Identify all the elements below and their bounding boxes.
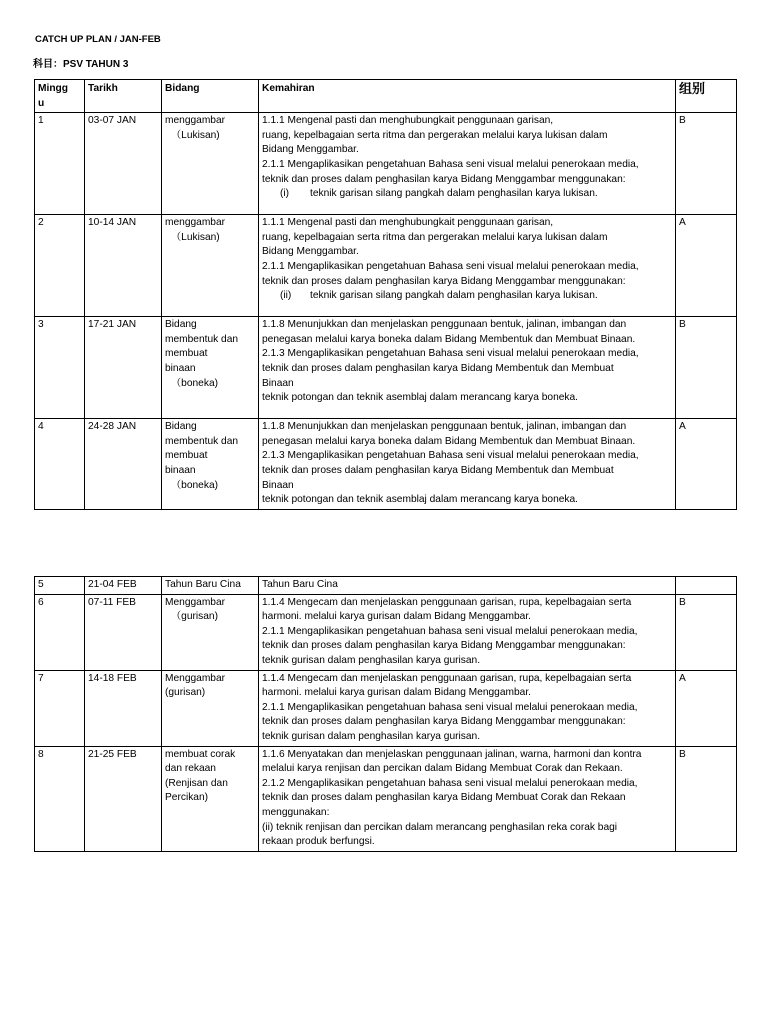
plan-table-feb (34, 576, 737, 852)
cell-kumpulan: A (676, 670, 737, 746)
cell-bidang (162, 577, 259, 595)
cell-minggu: 7 (35, 670, 85, 746)
cell-minggu: 2 (35, 215, 85, 317)
table-row (35, 419, 737, 510)
cell-kumpulan: B (676, 113, 737, 215)
kemahiran-line: 2.1.1 Mengaplikasikan pengetahuan bahasa seni visual melalui penerokaan media, (262, 625, 638, 637)
cell-bidang (162, 419, 259, 510)
cell-kemahiran (259, 670, 676, 746)
subject-label: 科目：PSV TAHUN 3 (33, 59, 129, 70)
bidang-line: Bidang (165, 319, 197, 331)
cell-minggu: 5 (35, 577, 85, 595)
bidang-line: dan rekaan (165, 763, 216, 775)
cell-bidang (162, 746, 259, 851)
kemahiran-item-number: (i) (280, 188, 290, 200)
cell-kemahiran (259, 577, 676, 595)
kemahiran-line: 1.1.1 Mengenal pasti dan menghubungkait penggunaan garisan, (262, 217, 554, 229)
cell-tarikh: 21-04 FEB (85, 577, 162, 595)
header-kumpulan: 组别 (676, 80, 737, 113)
kemahiran-item-text: teknik garisan silang pangkah dalam penghasilan karya lukisan. (310, 188, 598, 200)
kemahiran-line: 2.1.1 Mengaplikasikan pengetahuan Bahasa seni visual melalui penerokaan media, (262, 260, 639, 272)
kemahiran-line: (ii) teknik renjisan dan percikan dalam merancang penghasilan reka corak bagi (262, 821, 618, 833)
bidang-line: （boneka) (171, 377, 219, 389)
kemahiran-item-text: teknik garisan silang pangkah dalam penghasilan karya lukisan. (310, 290, 598, 302)
cell-minggu: 4 (35, 419, 85, 510)
kemahiran-line: 1.1.6 Menyatakan dan menjelaskan penggunaan jalinan, warna, harmoni dan kontra (262, 748, 642, 760)
cell-bidang (162, 670, 259, 746)
bidang-line: Menggambar (165, 596, 226, 608)
kemahiran-list-item (262, 289, 672, 304)
kemahiran-line: Bidang Menggambar. (262, 246, 359, 258)
cell-tarikh: 14-18 FEB (85, 670, 162, 746)
cell-kemahiran (259, 113, 676, 215)
bidang-line: (Renjisan dan (165, 777, 228, 789)
kemahiran-line: melalui karya renjisan dan percikan dalam Bidang Membuat Corak dan Rekaan. (262, 763, 623, 775)
kemahiran-line: teknik potongan dan teknik asemblaj dalam merancang karya boneka. (262, 494, 579, 506)
cell-kemahiran (259, 215, 676, 317)
cell-kumpulan: A (676, 215, 737, 317)
kemahiran-line: 2.1.1 Mengaplikasikan pengetahuan Bahasa seni visual melalui penerokaan media, (262, 158, 639, 170)
kemahiran-line: menggunakan: (262, 806, 330, 818)
kemahiran-line: Tahun Baru Cina (262, 579, 338, 590)
kemahiran-line: teknik gurisan dalam penghasilan karya gurisan. (262, 730, 481, 742)
cell-kemahiran (259, 746, 676, 851)
kemahiran-line: teknik gurisan dalam penghasilan karya gurisan. (262, 654, 481, 666)
table-row (35, 594, 737, 670)
cell-minggu: 8 (35, 746, 85, 851)
kemahiran-line: Bidang Menggambar. (262, 144, 359, 156)
kemahiran-list-item (262, 187, 672, 202)
bidang-line: Percikan) (165, 792, 209, 804)
kemahiran-line: teknik dan proses dalam penghasilan karya Bidang Membentuk dan Membuat (262, 362, 614, 374)
bidang-line: (gurisan) (165, 687, 206, 699)
kemahiran-line: 2.1.1 Mengaplikasikan pengetahuan bahasa seni visual melalui penerokaan media, (262, 701, 638, 713)
kemahiran-line: teknik potongan dan teknik asemblaj dalam merancang karya boneka. (262, 392, 579, 404)
header-tarikh: Tarikh (85, 80, 162, 113)
bidang-line: （Lukisan) (171, 129, 220, 141)
kemahiran-line: 1.1.1 Mengenal pasti dan menghubungkait penggunaan garisan, (262, 115, 554, 127)
cell-kumpulan: B (676, 317, 737, 419)
table-row (35, 670, 737, 746)
header-bidang: Bidang (162, 80, 259, 113)
kemahiran-line: harmoni. melalui karya gurisan dalam Bidang Menggambar. (262, 687, 531, 699)
cell-kumpulan: B (676, 746, 737, 851)
kemahiran-line: harmoni. melalui karya gurisan dalam Bidang Menggambar. (262, 611, 531, 623)
bidang-line: Bidang (165, 421, 197, 433)
kemahiran-line: 1.1.4 Mengecam dan menjelaskan penggunaan garisan, rupa, kepelbagaian serta (262, 596, 632, 608)
table-header-row (35, 80, 737, 113)
kemahiran-line: Binaan (262, 479, 294, 491)
kemahiran-line: teknik dan proses dalam penghasilan karya Bidang Menggambar menggunakan: (262, 716, 626, 728)
table-row (35, 113, 737, 215)
table-row (35, 577, 737, 595)
bidang-line: membentuk dan (165, 435, 239, 447)
cell-kemahiran (259, 317, 676, 419)
kemahiran-line: ruang, kepelbagaian serta ritma dan pergerakan melalui karya lukisan dalam (262, 231, 608, 243)
kemahiran-line: 1.1.4 Mengecam dan menjelaskan penggunaan garisan, rupa, kepelbagaian serta (262, 672, 632, 684)
document-title: CATCH UP PLAN / JAN-FEB (35, 34, 161, 45)
cell-minggu: 6 (35, 594, 85, 670)
kemahiran-line: teknik dan proses dalam penghasilan karya Bidang Menggambar menggunakan: (262, 640, 626, 652)
cell-kumpulan: A (676, 419, 737, 510)
kemahiran-line: teknik dan proses dalam penghasilan karya Bidang Menggambar menggunakan: (262, 173, 626, 185)
cell-bidang (162, 113, 259, 215)
bidang-line: membuat (165, 348, 208, 360)
cell-tarikh: 03-07 JAN (85, 113, 162, 215)
kemahiran-line: teknik dan proses dalam penghasilan karya Bidang Membentuk dan Membuat (262, 464, 614, 476)
bidang-line: membentuk dan (165, 333, 239, 345)
kemahiran-line: rekaan produk berfungsi. (262, 836, 375, 848)
table-row (35, 215, 737, 317)
kemahiran-line: teknik dan proses dalam penghasilan karya Bidang Membuat Corak dan Rekaan (262, 792, 626, 804)
cell-bidang (162, 317, 259, 419)
header-kemahiran: Kemahiran (259, 80, 676, 113)
kemahiran-line: 1.1.8 Menunjukkan dan menjelaskan penggunaan bentuk, jalinan, imbangan dan (262, 421, 627, 433)
plan-table-jan (34, 79, 737, 510)
bidang-line: Tahun Baru Cina (165, 579, 241, 590)
kemahiran-line: 2.1.3 Mengaplikasikan pengetahuan Bahasa seni visual melalui penerokaan media, (262, 348, 639, 360)
table-row (35, 746, 737, 851)
kemahiran-line: penegasan melalui karya boneka dalam Bidang Membentuk dan Membuat Binaan. (262, 435, 636, 447)
cell-tarikh: 21-25 FEB (85, 746, 162, 851)
bidang-line: menggambar (165, 217, 226, 229)
cell-tarikh: 24-28 JAN (85, 419, 162, 510)
cell-kemahiran (259, 594, 676, 670)
table-row (35, 317, 737, 419)
bidang-line: Menggambar (165, 672, 226, 684)
kemahiran-line: Binaan (262, 377, 294, 389)
bidang-line: （boneka) (171, 479, 219, 491)
kemahiran-line: 1.1.8 Menunjukkan dan menjelaskan penggunaan bentuk, jalinan, imbangan dan (262, 319, 627, 331)
bidang-line: （gurisan) (171, 611, 218, 623)
bidang-line: menggambar (165, 115, 226, 127)
cell-bidang (162, 215, 259, 317)
header-minggu: Mingg u (35, 80, 85, 113)
cell-tarikh: 10-14 JAN (85, 215, 162, 317)
cell-bidang (162, 594, 259, 670)
cell-minggu: 3 (35, 317, 85, 419)
bidang-line: （Lukisan) (171, 231, 220, 243)
cell-kemahiran (259, 419, 676, 510)
kemahiran-line: 2.1.2 Mengaplikasikan pengetahuan bahasa seni visual melalui penerokaan media, (262, 777, 638, 789)
bidang-line: membuat (165, 450, 208, 462)
bidang-line: binaan (165, 464, 196, 476)
kemahiran-item-number: (ii) (280, 290, 292, 302)
kemahiran-line: teknik dan proses dalam penghasilan karya Bidang Menggambar menggunakan: (262, 275, 626, 287)
cell-tarikh: 17-21 JAN (85, 317, 162, 419)
cell-kumpulan (676, 577, 737, 595)
bidang-line: binaan (165, 362, 196, 374)
cell-kumpulan: B (676, 594, 737, 670)
cell-tarikh: 07-11 FEB (85, 594, 162, 670)
kemahiran-line: ruang, kepelbagaian serta ritma dan pergerakan melalui karya lukisan dalam (262, 129, 608, 141)
kemahiran-line: 2.1.3 Mengaplikasikan pengetahuan Bahasa seni visual melalui penerokaan media, (262, 450, 639, 462)
bidang-line: membuat corak (165, 748, 236, 760)
kemahiran-line: penegasan melalui karya boneka dalam Bidang Membentuk dan Membuat Binaan. (262, 333, 636, 345)
cell-minggu: 1 (35, 113, 85, 215)
